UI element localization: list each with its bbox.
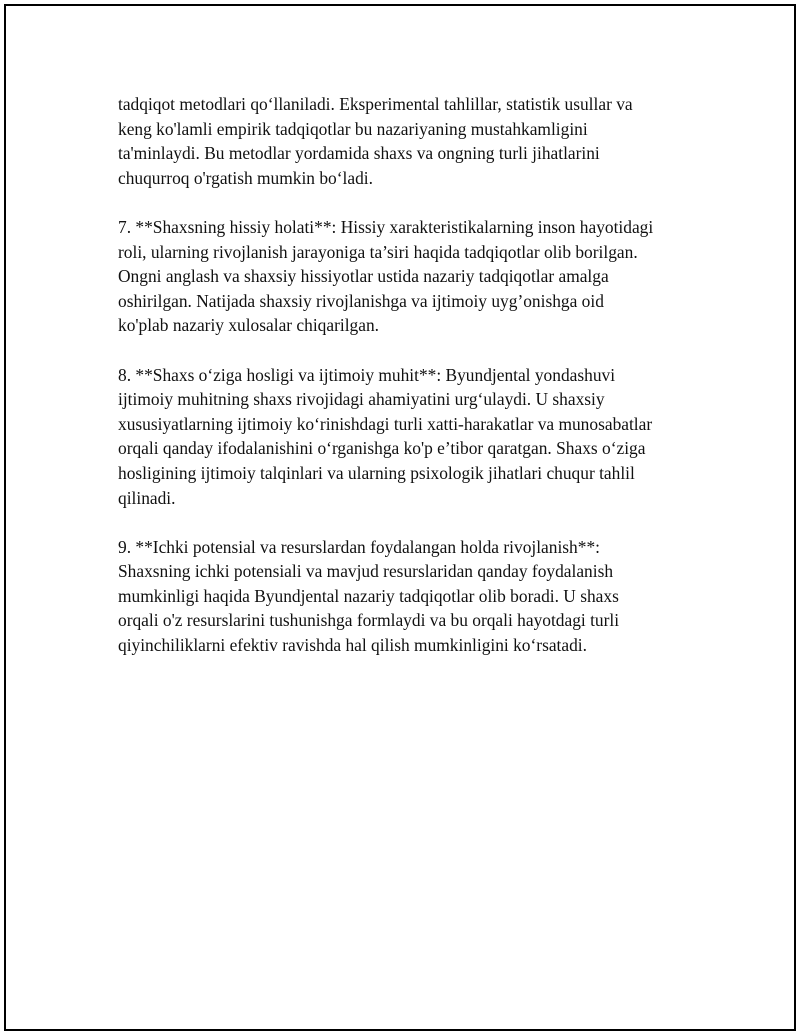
text-line: oshirilgan. Natijada shaxsiy rivojlanishga va ijtimoiy uyg’onishga oid [118,290,604,311]
text-line: 8. **Shaxs o‘ziga hosligi va ijtimoiy muhit**: Byundjental yondashuvi [118,364,616,385]
paragraph-item-9 [118,535,698,658]
paragraph-methods [118,92,698,190]
text-line: orqali qanday ifodalanishini o‘rganishga ko'p e’tibor qaratgan. Shaxs o‘ziga [118,438,646,459]
text-line: mumkinligi haqida Byundjental nazariy tadqiqotlar olib boradi. U shaxs [118,585,619,606]
paragraph-item-7 [118,215,698,338]
text-line: 7. **Shaxsning hissiy holati**: Hissiy xarakteristikalarning inson hayotidagi [118,216,654,237]
text-line: hosligining ijtimoiy talqinlari va ularning psixologik jihatlari chuqur tahlil [118,462,635,483]
document-body [118,92,698,682]
text-line: qilinadi. [118,487,176,508]
text-line: xususiyatlarning ijtimoiy ko‘rinishdagi turli xatti-harakatlar va munosabatlar [118,413,653,434]
text-line: tadqiqot metodlari qo‘llaniladi. Eksperimental tahlillar, statistik usullar va [118,94,633,114]
paragraph-item-8 [118,363,698,511]
text-line: roli, ularning rivojlanish jarayoniga ta’siri haqida tadqiqotlar olib borilgan. [118,241,638,262]
text-line: ko'plab nazariy xulosalar chiqarilgan. [118,315,379,336]
text-line: Ongni anglash va shaxsiy hissiyotlar ustida nazariy tadqiqotlar amalga [118,266,609,287]
text-line: 9. **Ichki potensial va resurslardan foydalangan holda rivojlanish**: [118,536,600,557]
text-line: orqali o'z resurslarini tushunishga formlaydi va bu orqali hayotdagi turli [118,610,620,631]
text-line: qiyinchiliklarni efektiv ravishda hal qilish mumkinligini ko‘rsatadi. [118,635,587,656]
text-line: chuqurroq o'rgatish mumkin bo‘ladi. [118,167,373,188]
text-line: ta'minlaydi. Bu metodlar yordamida shaxs va ongning turli jihatlarini [118,143,600,164]
text-line: ijtimoiy muhitning shaxs rivojidagi ahamiyatini urg‘ulaydi. U shaxsiy [118,389,605,410]
text-line: Shaxsning ichki potensiali va mavjud resurslaridan qanday foydalanish [118,561,614,582]
text-line: keng ko'lamli empirik tadqiqotlar bu nazariyaning mustahkamligini [118,118,588,139]
